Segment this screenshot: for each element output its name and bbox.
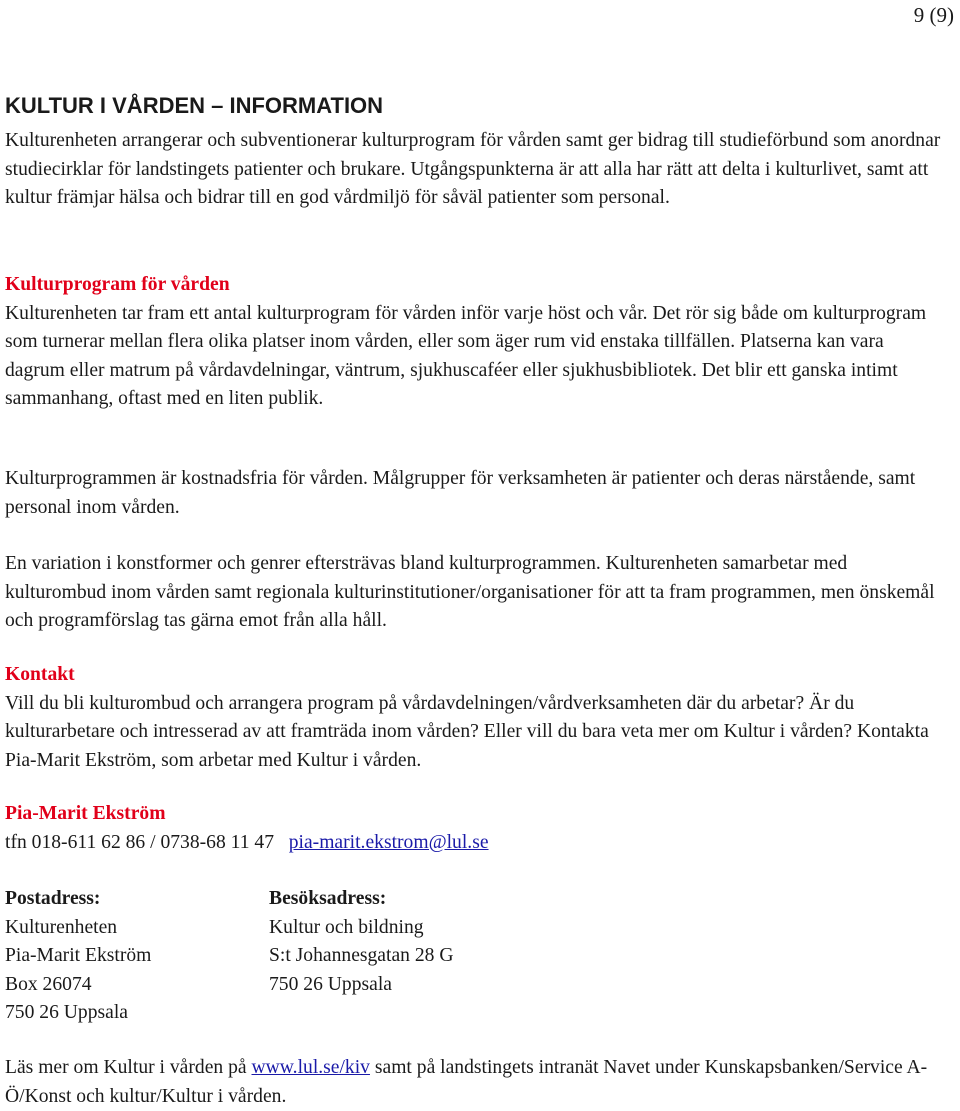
postal-address-block xyxy=(5,885,151,1028)
kiv-website-link[interactable]: www.lul.se/kiv xyxy=(251,1057,370,1078)
visiting-address-heading: Besöksadress: xyxy=(269,888,387,909)
footer-paragraph xyxy=(5,1054,945,1111)
page-title: KULTUR I VÅRDEN – INFORMATION xyxy=(5,93,384,118)
visiting-address-line: S:t Johannesgatan 28 G xyxy=(269,945,454,966)
footer-text-before: Läs mer om Kultur i vården på xyxy=(5,1057,247,1078)
postal-address-heading: Postadress: xyxy=(5,888,101,909)
postal-address-line: Box 26074 xyxy=(5,973,92,995)
footer-text-after: samt på landstingets intranät Navet under Kunskapsbanken/Service A-Ö/Konst och kultur/Kultur i vården. xyxy=(5,1057,928,1107)
visiting-address-line: Kultur och bildning xyxy=(269,916,424,938)
contact-section xyxy=(5,661,945,775)
intro-paragraph: Kulturenheten arrangerar och subventionerar kulturprogram för vården samt ger bidrag till studieförbund som anordnar studiecirklar för landstingets patienter och brukare. Utgångspunkterna är att alla har rätt att delta i kulturlivet, samt att kultur främjar hälsa och bidrar till en god vårdmiljö för såväl patienter som personal. xyxy=(5,130,941,208)
page-number: 9 (9) xyxy=(913,3,954,27)
postal-address-line: Pia-Marit Ekström xyxy=(5,945,152,966)
program-section xyxy=(5,271,945,414)
program-heading: Kulturprogram för vården xyxy=(5,274,230,295)
contact-name: Pia-Marit Ekström xyxy=(5,803,166,824)
visiting-address-line: 750 26 Uppsala xyxy=(269,973,392,995)
program-text: Kulturenheten tar fram ett antal kulturprogram för vården inför varje höst och vår. Det rör sig både om kulturprogram som turnerar mellan flera olika platser inom vården, eller som äger rum vid enstaka tillfällen. Platserna kan vara dagrum eller matrum på vårdavdelningar, väntrum, sjukhuscaféer eller sjukhusbibliotek. Det blir ett ganska intimt sammanhang, oftast med en liten publik. xyxy=(5,302,927,409)
contact-heading: Kontakt xyxy=(5,664,75,685)
visiting-address-block xyxy=(269,885,454,999)
postal-address-line: Kulturenheten xyxy=(5,916,118,938)
contact-email-link[interactable]: pia-marit.ekstrom@lul.se xyxy=(288,831,489,853)
contact-text: Vill du bli kulturombud och arrangera program på vårdavdelningen/vårdverksamheten där du arbetar? Är du kulturarbetare och intresserad av att framträda inom vården? Eller vill du bara veta mer om Kultur i vården? Kontakta Pia-Marit Ekström, som arbetar med Kultur i vården. xyxy=(5,692,929,771)
postal-address-line: 750 26 Uppsala xyxy=(5,1002,128,1023)
free-paragraph: Kulturprogrammen är kostnadsfria för vården. Målgrupper för verksamheten är patienter och deras närstående, samt personal inom vården. xyxy=(5,468,916,518)
variation-paragraph: En variation i konstformer och genrer eftersträvas bland kulturprogrammen. Kulturenheten samarbetar med kulturombud inom vården samt regionala kulturinstitutioner/organisationer för att ta fram programmen, men önskemål och programförslag tas gärna emot från alla håll. xyxy=(5,553,935,631)
contact-person-block xyxy=(5,800,945,857)
contact-phone: tfn 018-611 62 86 / 0738-68 11 47 xyxy=(5,831,275,853)
